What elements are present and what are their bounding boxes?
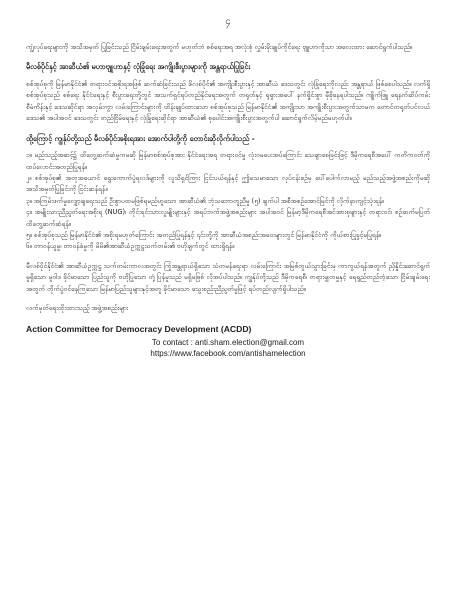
section-heading-demands: ထို့ကြောင့် ကျွန်ုပ်တို့သည် မီလစ်ပိုင်အစိုးရအား အောက်ပါတို့ကို တောင်းဆိုလိုက်ပါသည် - [26,133,255,143]
demand-item: ၁။ မည်သည့်အဆင့်၌ ထိတွေ့ဆက်ဆံမှုကမဆို မြန်မာစစ်အုပ်စုအား နိုင်ငံရေးအရ တရားဝင်မှု လုံးဝမပေးအပ်ကြောင်း သေချာစေခြင်းဖြင့် ဒီမိုကရေစီအပေါ် ကတိကဝတ်ကို ထပ်လောင်းအတည်ပြုရန်။ [26,151,430,171]
closing-paragraph: မီလစ်ပိုင်နိုင်ငံ၏ အာဆီယံဥက္ကဋ္ဌ သက်တမ်းကာလအတွင်း ကြုံအန္တရာယ်ရှိသော သံတမန်ရေးရာ လမ်းကြောင်း အမြစ်တွယ်သွားခြင်းမှ ကာကွယ်ရန်အတွက် ညှိနှိုင်းဆောင်ရွက်မှုရှိသော မူဝါဒ ခိုင်မာသော ပြည်သူကို ဗဟိုပြုသော တုံ့ပြန်မှုသည် မရှိမဖြစ် လိုအပ်ပါသည်။ ကျွန်ုပ်တို့သည် ဒီမိုကရေစီ၊ တရားမျှတမှုနှင့် ရေရှည်တည်တံ့သော ငြိမ်းချမ်းရေးအတွက် တိုက်ပွဲဝင်နေကြသော မြန်မာပြည်သူများနှင့်အတူ ခိုင်မာသော သွေးစည်းညီညွတ်မှုဖြင့် ရပ်တည်လျက်ရှိပါသည်။ [26,261,430,293]
page-number: ၄ [225,16,231,27]
demand-item: ၆။ တာဝန်ယူမှု၊ တာဝန်ခံမှုကို မိမိ၏အာဆီယံဥက္ကဋ္ဌသက်တမ်း၏ ဗဟိုချက်တွင် ထားရှိရန်။ [26,242,235,251]
section-body-security: စစ်အုပ်စုကို မြန်မာနိုင်ငံ၏ တရားဝင်အစိုးရအဖြစ် ဆက်ဆံခြင်းသည် ဖိလစ်ပိုင်၏ အကျိုးစီးပွားနှင့် အာဆီယံ ဒေသတွင်း လုံခြုံရေးကိုလည်း အန္တရာယ် ဖြစ်စေပါသည်။ လက်ရှိ စစ်အုပ်စုသည် စစ်ရေး နိုင်ငံရေးနှင့် စီးပွားရေးတို့တွင် အသက်ရှင်ရပ်တည်နိုင်ရေးအတွက် တရုတ်နှင့် ရုရှားအပေါ် နက်ရှိုင်းစွာ မှီခိုနေရပါသည်။ ကျိုက်ဖြူ ရေနက်ဆိပ်ကမ်းစီမံကိန်းနှင့် ဒေသဆိုင်ရာ အလှမ်းကွာ လမ်းကြောင်းများကို ထိန်းချုပ်ထားသော စစ်အုပ်စုသည် မြန်မာနိုင်ငံ၏ အကျိုးသာ အကျိုးစီးပွားအတွက်သာမက တောင်တရုတ်ပင်လယ်ဒေသ၏ အပါအဝင် ဒေသတွင်း တည်ငြိမ်ရေးနှင့် လုံခြုံရေးဆိုင်ရာ အာဆီယံ၏ စုပေါင်းအကျိုးစီးပွားအတွက်ပါ ဆောင်ရွက်လိမ့်မည်မဟုတ်ပါ။ [26,80,430,123]
contact-email[interactable]: To contact : anti.sham.election@gmail.com [151,338,305,348]
organization-name: Action Committee for Democracy Development (ACDD) [26,324,252,335]
intro-paragraph: ကျွံလုပ်ရေးများကို အသိအမှတ် ပြုခြင်းသည် ငြိမ်းချမ်းရေးအတွက် မဟုတ်ဘဲ စစ်ရေးအရ အလုံးစုံ လွှမ်းမိုးချုပ်ကိုင်ရေး ဗျူဟာကိုသာ အလေးထား ဆောင်ရွက်ပါသည်။ [26,43,413,51]
demand-item: ၃။ အကြမ်းဖက်မှုလျှော့ချရေးသည် ဦးစွာပထမဖြစ်ရမည်ဟူသော အာဆီယံ၏ ဘုံသဘောတူညီမှု (၅) ချက်ပါ အစီအစဉ်အောင်မြင်ကို လိုက်နာကျင့်သုံးရန်။ [26,196,384,205]
signatory-label: လက်မှတ်ရေးထိုးထားသည့် အဖွဲ့အစည်းများ [26,304,129,313]
facebook-link[interactable]: https://www.facebook.com/antishamelection [150,349,306,359]
demand-item: ၅။ စစ်အုပ်စုသည် မြန်မာနိုင်ငံ၏ အစိုးရမဟုတ်ကြောင်း အတည်ပြုရန်နှင့် ၎င်းတို့ကို အာဆီယံအစည်းအဝေးများတွင် မြန်မာနိုင်ငံကို ကိုယ်စားပြုခွင့်မပြုရန်။ [26,231,382,240]
demand-item: ၄။ အမျိုးသားညီညွတ်ရေးအစိုးရ (NUG)၊ တိုင်းရင်းသားလူမျိုးများနှင့် အရပ်ဘက်အဖွဲ့အစည်းများ အပါအဝင် မြန်မာ့ဒီမိုကရေစီအင်အားစုများနှင့် တရားဝင်၊ စဉ်ဆက်မပြတ် ထိတွေ့ဆက်ဆံရန်။ [26,208,430,228]
demand-item: ၂။ စစ်အုပ်စု၏ အတုအယောင် ရွေးကောက်ပွဲရလဒ်များကို လူသိရှင်ကြား ငြင်းပယ်ရန်နှင့် ဤမသမာသော လုပ်ငန်းစဉ်မှ ပေါ်ပေါက်လာမည့် မည်သည့်အဖွဲ့အစည်းကိုမဆို အသိအမှတ်ပြုခြင်းကို ငြင်းဆန်ရန်။ [26,174,430,194]
section-heading-security: မီလစ်ပိုင်နှင့် အာဆီယံ၏ မဟာဗျူဟာနှင့် လုံခြုံရေး အကျိုးစီးပွားများကို အန္တရာယ်ပြုခြင်း [26,62,251,72]
document-body [26,42,430,359]
